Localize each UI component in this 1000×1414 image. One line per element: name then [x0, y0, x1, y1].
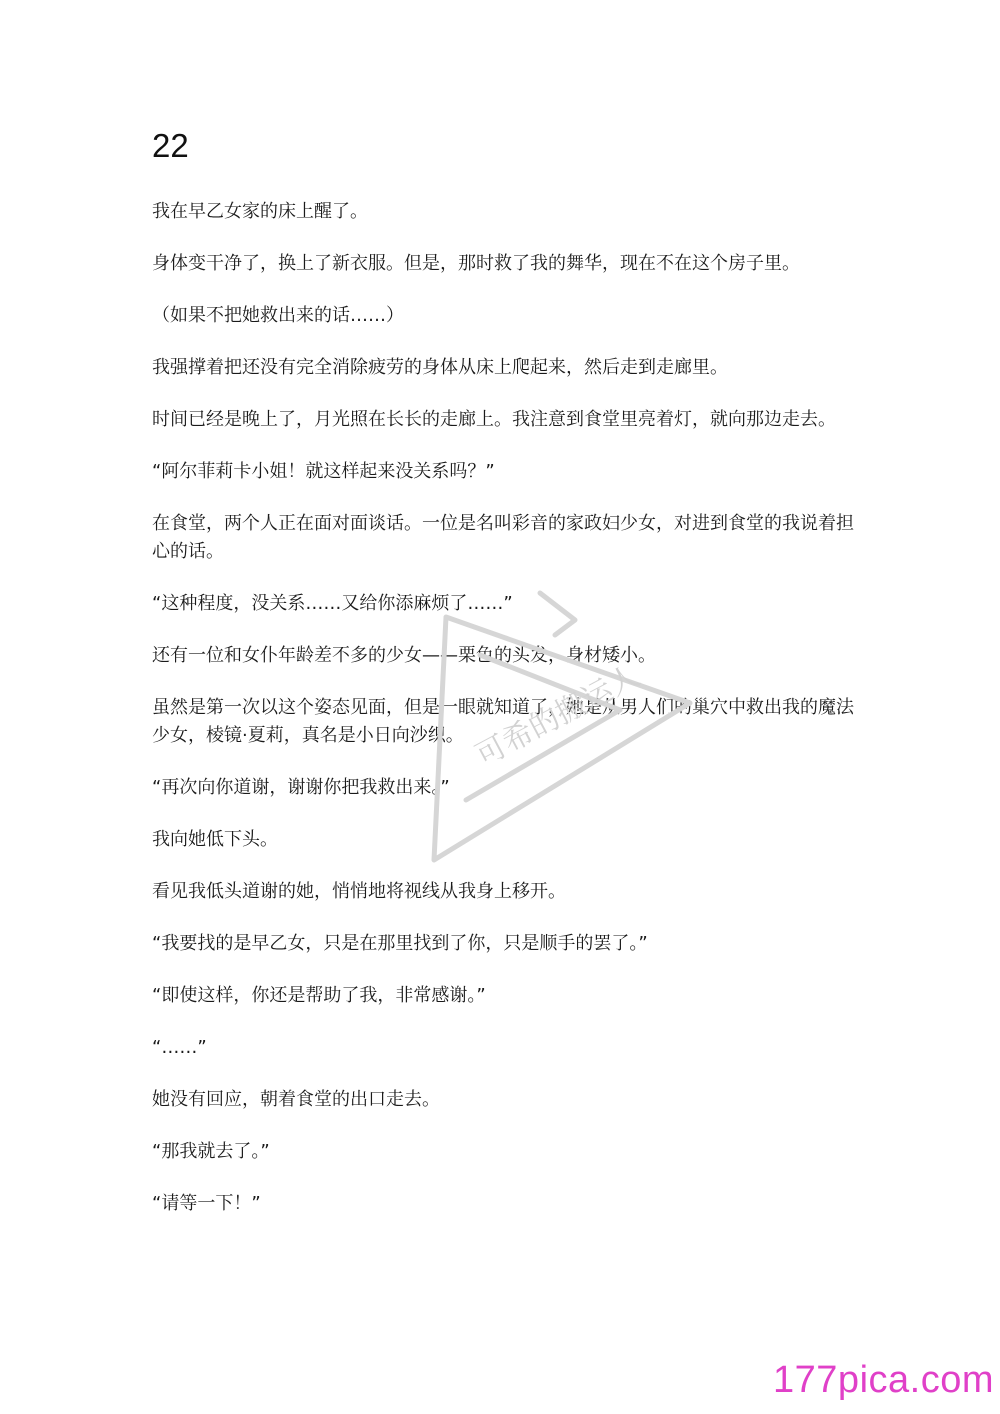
paragraph: “即使这样，你还是帮助了我，非常感谢。” — [152, 985, 486, 1006]
site-watermark: 177pica.com — [773, 1359, 994, 1401]
paragraph: “那我就去了。” — [152, 1141, 270, 1162]
paragraph: 我向她低下头。 — [152, 829, 278, 850]
paragraph: 她没有回应，朝着食堂的出口走去。 — [152, 1089, 440, 1110]
paragraph: “阿尔菲莉卡小姐！就这样起来没关系吗？” — [152, 461, 495, 482]
chapter-number: 22 — [152, 127, 189, 164]
paragraph: 时间已经是晚上了，月光照在长长的走廊上。我注意到食堂里亮着灯，就向那边走去。 — [152, 409, 836, 430]
paragraph: 虽然是第一次以这个姿态见面，但是一眼就知道了，她是从男人们的巢穴中救出我的魔法少女，棱镜·夏莉，真名是小日向沙织。 — [152, 697, 854, 746]
paragraph: 我强撑着把还没有完全消除疲劳的身体从床上爬起来，然后走到走廊里。 — [152, 357, 728, 378]
paragraph: 身体变干净了，换上了新衣服。但是，那时救了我的舞华，现在不在这个房子里。 — [152, 253, 800, 274]
paragraph: （如果不把她救出来的话……） — [152, 305, 404, 326]
paragraph: 还有一位和女仆年龄差不多的少女——栗色的头发，身材矮小。 — [152, 645, 656, 666]
paragraph: “请等一下！” — [152, 1193, 261, 1214]
paragraph: “我要找的是早乙女，只是在那里找到了你，只是顺手的罢了。” — [152, 933, 648, 954]
paragraph: “……” — [152, 1037, 207, 1058]
paragraph: 我在早乙女家的床上醒了。 — [152, 201, 368, 222]
paragraph: “再次向你道谢，谢谢你把我救出来。” — [152, 777, 450, 798]
paragraph: “这种程度，没关系……又给你添麻烦了……” — [152, 593, 513, 614]
watermark-text: 可希的搬运人 — [470, 658, 646, 774]
chapter-body — [152, 198, 862, 1242]
paragraph: 看见我低头道谢的她，悄悄地将视线从我身上移开。 — [152, 881, 566, 902]
paragraph: 在食堂，两个人正在面对面谈话。一位是名叫彩音的家政妇少女，对进到食堂的我说着担心的话。 — [152, 513, 854, 562]
